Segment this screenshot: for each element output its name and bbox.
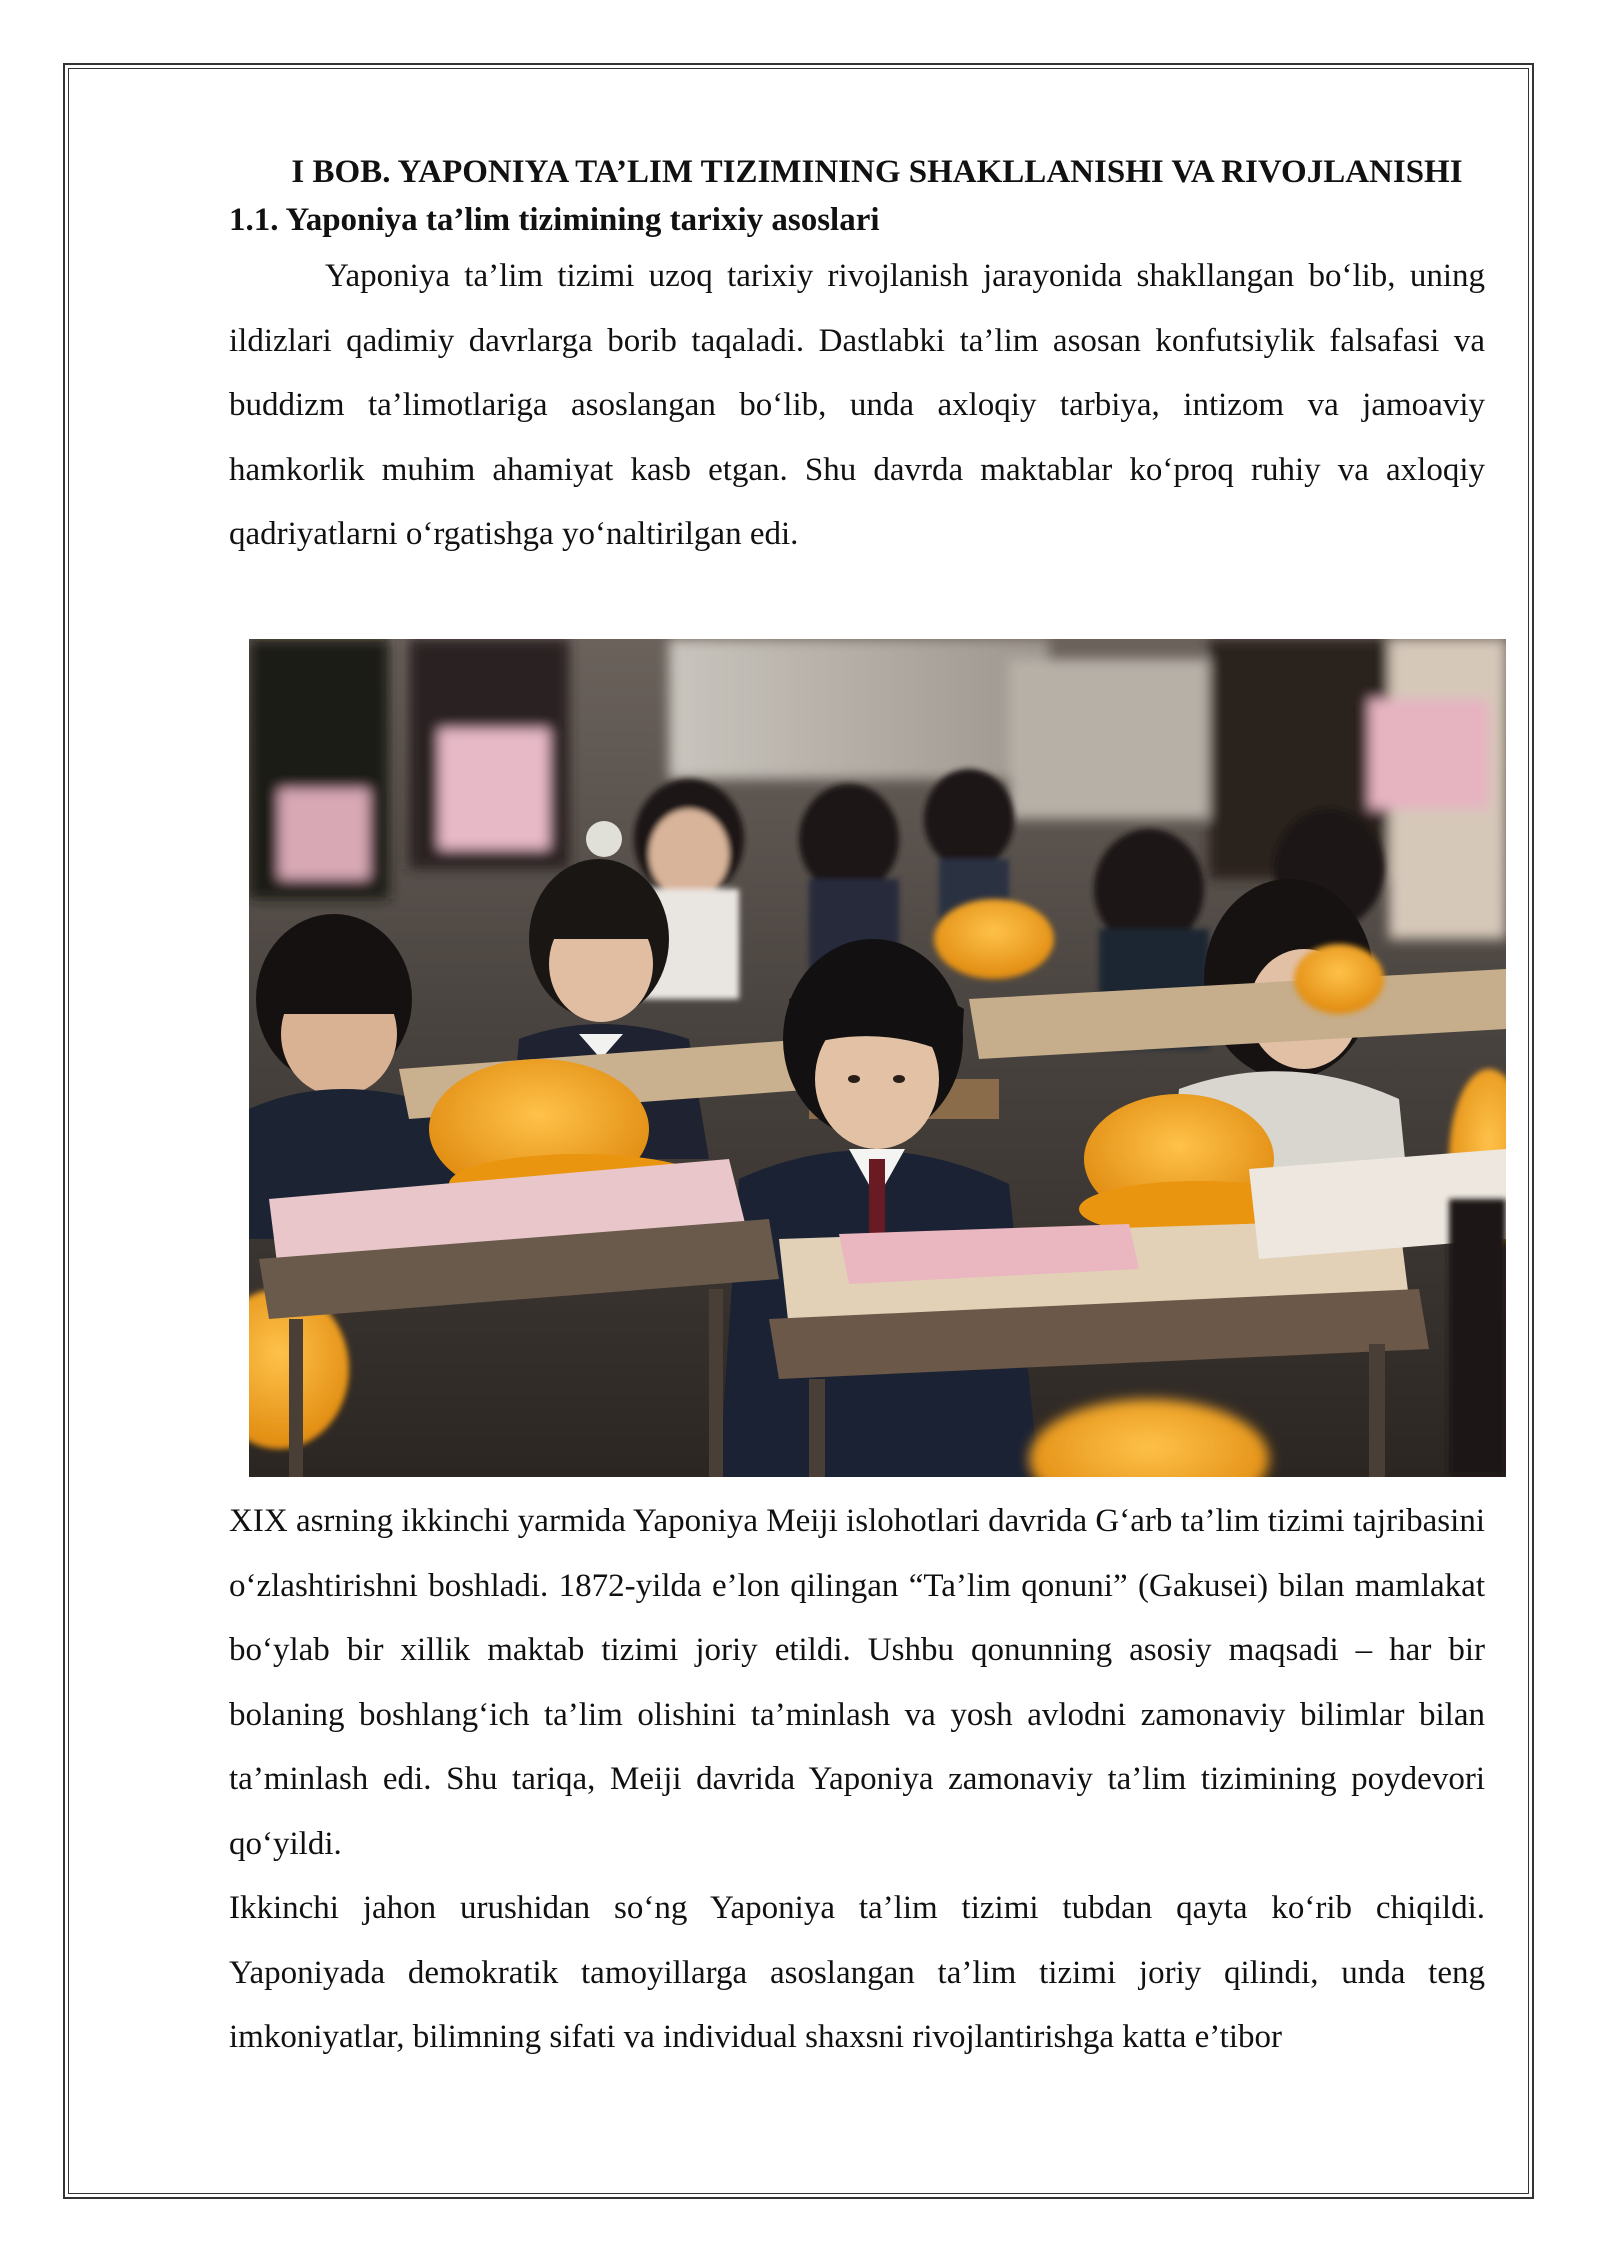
section-title: 1.1. Yaponiya ta’lim tizimining tarixiy asoslari bbox=[229, 202, 880, 238]
page-content bbox=[229, 150, 1485, 567]
paragraph-postwar: Ikkinchi jahon urushidan so‘ng Yaponiya ta’lim tizimi tubdan qayta ko‘rib chiqildi. Yaponiyada demokratik tamoyillarga asoslangan ta’lim tizimi joriy qilindi, unda teng imkoniyatlar, bilimning sifati va individual shaxsni rivojlantirishga katta e’tibor bbox=[229, 1890, 1485, 2055]
page-content-lower bbox=[229, 1489, 1485, 2070]
paragraph-meiji: XIX asrning ikkinchi yarmida Yaponiya Meiji islohotlari davrida G‘arb ta’lim tizimi tajribasini o‘zlashtirishni boshladi. 1872-yilda e’lon qilingan “Ta’lim qonuni” (Gakusei) bilan mamlakat bo‘ylab bir xillik maktab tizimi joriy etildi. Ushbu qonunning asosiy maqsadi – har bir bolaning boshlang‘ich ta’lim olishini ta’minlash va yosh avlodni zamonaviy bilimlar bilan ta’minlash edi. Shu tariqa, Meiji davrida Yaponiya zamonaviy ta’lim tizimining poydevori qo‘yildi. bbox=[229, 1503, 1485, 1862]
classroom-photo-illustration bbox=[249, 639, 1506, 1477]
classroom-photo bbox=[249, 639, 1506, 1477]
chapter-title: I BOB. YAPONIYA TA’LIM TIZIMINING SHAKLLANISHI VA RIVOJLANISHI bbox=[291, 154, 1463, 190]
paragraph-intro: Yaponiya ta’lim tizimi uzoq tarixiy rivojlanish jarayonida shakllangan bo‘lib, uning ildizlari qadimiy davrlarga borib taqaladi. Dastlabki ta’lim asosan konfutsiylik falsafasi va buddizm ta’limotlariga asoslangan bo‘lib, unda axloqiy tarbiya, intizom va jamoaviy hamkorlik muhim ahamiyat kasb etgan. Shu davrda maktablar ko‘proq ruhiy va axloqiy qadriyatlarni o‘rgatishga yo‘naltirilgan edi. bbox=[229, 258, 1485, 552]
